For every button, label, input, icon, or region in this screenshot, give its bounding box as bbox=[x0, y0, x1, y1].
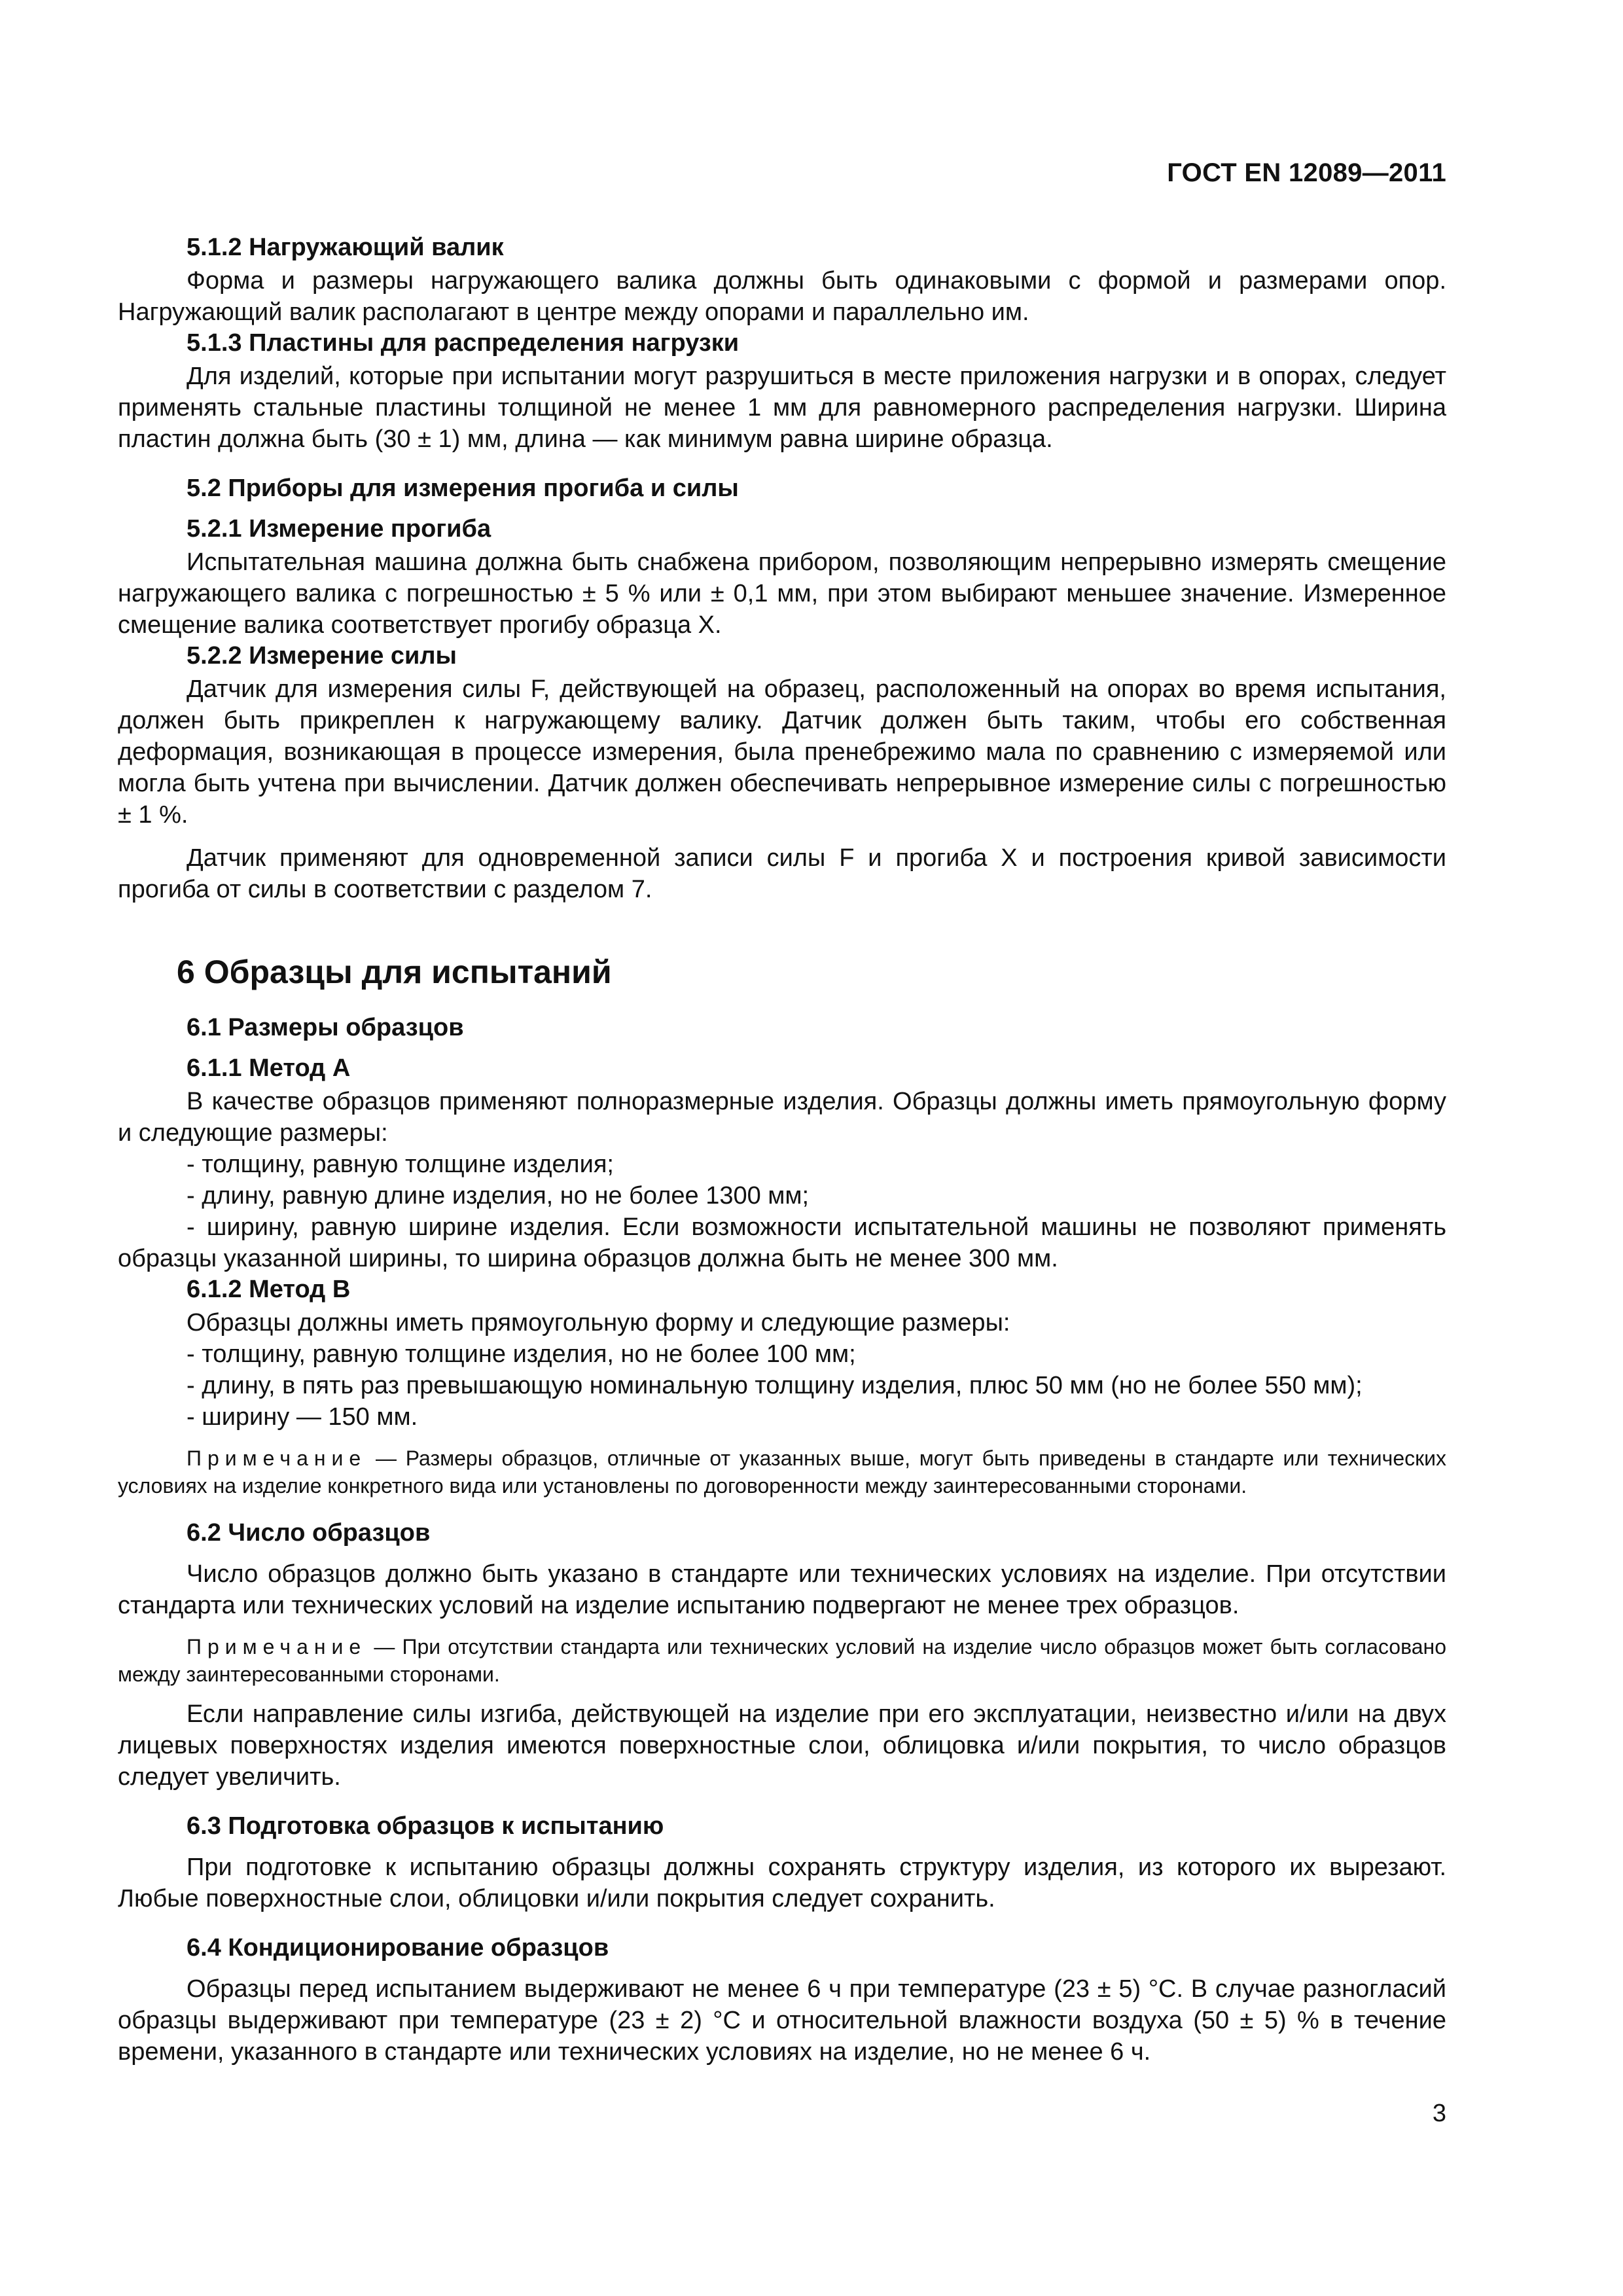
paragraph-6-3: При подготовке к испытанию образцы должны сохранять структуру изделия, из которого их вырезают. Любые поверхностные слои, облицовки и/или покрытия следует сохранить. bbox=[118, 1854, 1446, 1912]
paragraph-5-1-2: Форма и размеры нагружающего валика должны быть одинаковыми с формой и размерами опор. Нагружающий валик располагают в центре между опорами и параллельно им. bbox=[118, 267, 1446, 326]
paragraph-5-2-2-a: Датчик для измерения силы F, действующей на образец, расположенный на опорах во время испытания, должен быть прикреплен к нагружающему валику. Датчик должен быть таким, чтобы его собственная деформация, возникающая в процессе измерения, была пренебрежимо мала по сравнению с измеряемой или могла быть учтена при вычислении. Датчик должен обеспечивать непрерывное измерение силы с погрешностью ± 1 %. bbox=[118, 675, 1446, 829]
note-6-2 bbox=[118, 1633, 1446, 1688]
paragraph-6-2-a: Число образцов должно быть указано в стандарте или технических условиях на изделие. При отсутствии стандарта или технических условий на изделие испытанию подвергают не менее трех образцов. bbox=[118, 1560, 1446, 1619]
paragraph-5-2-1: Испытательная машина должна быть снабжена прибором, позволяющим непрерывно измерять смещение нагружающего валика с погрешностью ± 5 % или ± 0,1 мм, при этом выбирают меньшее значение. Измеренное смещение валика соответствует прогибу образца X. bbox=[118, 548, 1446, 639]
heading-6-4: 6.4 Кондиционирование образцов bbox=[187, 1934, 609, 1962]
list-item-6-1-2-3: - ширину — 150 мм. bbox=[187, 1403, 418, 1431]
paragraph-6-4: Образцы перед испытанием выдерживают не менее 6 ч при температуре (23 ± 5) °С. В случае разногласий образцы выдерживают при температуре (23 ± 2) °С и относительной влажности воздуха (50 ± 5) % в течение времени, указанного в стандарте или технических условиях на изделие, но не менее 6 ч. bbox=[118, 1975, 1446, 2066]
heading-5-1-2: 5.1.2 Нагружающий валик bbox=[187, 234, 504, 261]
list-item-6-1-2-2: - длину, в пять раз превышающую номинальную толщину изделия, плюс 50 мм (но не более 550 мм); bbox=[187, 1372, 1363, 1399]
heading-6-3: 6.3 Подготовка образцов к испытанию bbox=[187, 1812, 664, 1840]
note-6-1-2 bbox=[118, 1444, 1446, 1499]
note-text: — Размеры образцов, отличные от указанных выше, могут быть приведены в стандарте или технических условиях на изделие конкретного вида или установлены по договоренности между заинтересованными сторонами. bbox=[118, 1446, 1446, 1498]
page-number: 3 bbox=[1432, 2100, 1446, 2127]
note-label: Примечание bbox=[187, 1635, 367, 1659]
list-item-6-1-2-1: - толщину, равную толщине изделия, но не более 100 мм; bbox=[187, 1340, 856, 1368]
paragraph-5-1-3: Для изделий, которые при испытании могут разрушиться в месте приложения нагрузки и в опорах, следует применять стальные пластины толщиной не менее 1 мм для равномерного распределения нагрузки. Ширина пластин должна быть (30 ± 1) мм, длина — как минимум равна ширине образца. bbox=[118, 363, 1446, 453]
heading-5-2: 5.2 Приборы для измерения прогиба и силы bbox=[187, 475, 739, 502]
heading-5-1-3: 5.1.3 Пластины для распределения нагрузки bbox=[187, 329, 740, 357]
note-label: Примечание bbox=[187, 1446, 367, 1470]
heading-6-1: 6.1 Размеры образцов bbox=[187, 1014, 464, 1041]
list-item-6-1-1-1: - толщину, равную толщине изделия; bbox=[187, 1151, 614, 1178]
list-item-6-1-1-2: - длину, равную длине изделия, но не более 1300 мм; bbox=[187, 1182, 810, 1210]
paragraph-5-2-2-b: Датчик применяют для одновременной записи силы F и прогиба X и построения кривой зависимости прогиба от силы в соответствии с разделом 7. bbox=[118, 844, 1446, 903]
document-body bbox=[118, 232, 1446, 2068]
list-item-6-1-1-3: - ширину, равную ширине изделия. Если возможности испытательной машины не позволяют применять образцы указанной ширины, то ширина образцов должна быть не менее 300 мм. bbox=[118, 1213, 1446, 1272]
heading-5-2-2: 5.2.2 Измерение силы bbox=[187, 642, 457, 670]
paragraph-6-1-1-intro: В качестве образцов применяют полноразмерные изделия. Образцы должны иметь прямоугольную форму и следующие размеры: bbox=[118, 1088, 1446, 1147]
heading-6-2: 6.2 Число образцов bbox=[187, 1519, 431, 1547]
document-code: ГОСТ EN 12089—2011 bbox=[1167, 158, 1446, 187]
heading-5-2-1: 5.2.1 Измерение прогиба bbox=[187, 515, 491, 543]
paragraph-6-2-b: Если направление силы изгиба, действующей на изделие при его эксплуатации, неизвестно и/или на двух лицевых поверхностях изделия имеются поверхностные слои, облицовка и/или покрытия, то число образцов следует увеличить. bbox=[118, 1700, 1446, 1791]
note-text: — При отсутствии стандарта или технических условий на изделие число образцов может быть согласовано между заинтересованными сторонами. bbox=[118, 1635, 1446, 1686]
heading-6-1-1: 6.1.1 Метод А bbox=[187, 1054, 351, 1082]
heading-6-1-2: 6.1.2 Метод В bbox=[187, 1276, 351, 1303]
paragraph-6-1-2-intro: Образцы должны иметь прямоугольную форму и следующие размеры: bbox=[187, 1309, 1010, 1336]
heading-section-6: 6 Образцы для испытаний bbox=[177, 954, 612, 990]
